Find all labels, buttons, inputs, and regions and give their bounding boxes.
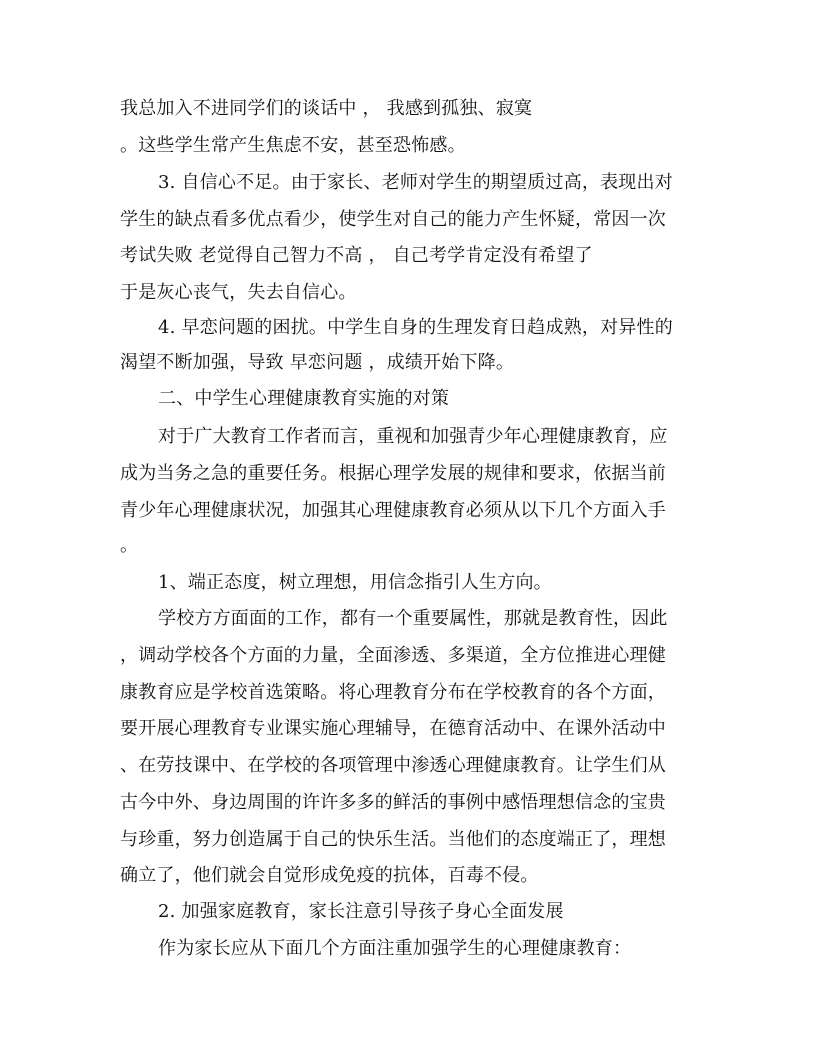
subsection-heading: 1、端正态度，树立理想，用信念指引人生方向。 (158, 572, 552, 593)
text-line: 成为当务之急的重要任务。根据心理学发展的规律和要求，依据当前 (120, 463, 666, 484)
text-line: 作为家长应从下面几个方面注重加强学生的心理健康教育： (158, 938, 632, 959)
text-line: 我总加入不进同学们的谈话中 ， 我感到孤独、寂寞 (120, 98, 533, 119)
text-line: 古今中外、身边周围的许许多多的鲜活的事例中感悟理想信念的宝贵 (120, 792, 666, 813)
text-line: 3. 自信心不足。由于家长、老师对学生的期望质过高，表现出对 (158, 172, 673, 193)
section-heading: 二、中学生心理健康教育实施的对策 (158, 388, 450, 409)
text-line: 青少年心理健康状况，加强其心理健康教育必须从以下几个方面入手 (120, 500, 666, 521)
text-line: 学校方方面面的工作，都有一个重要属性，那就是教育性，因此 (158, 608, 668, 629)
text-line: 4. 早恋问题的困扰。中学生自身的生理发育日趋成熟，对异性的 (158, 317, 673, 338)
text-line: 与珍重，努力创造属于自己的快乐生活。当他们的态度端正了，理想 (120, 829, 666, 850)
text-line: 康教育应是学校首选策略。将心理教育分布在学校教育的各个方面， (120, 682, 666, 703)
text-line: 确立了，他们就会自觉形成免疫的抗体，百毒不侵。 (120, 865, 539, 886)
text-line: 要开展心理教育专业课实施心理辅导，在德育活动中、在课外活动中 (120, 718, 666, 739)
text-line: 学生的缺点看多优点看少，使学生对自己的能力产生怀疑，常因一次 (120, 209, 666, 230)
text-line: 考试失败 老觉得自己智力不高 ， 自己考学肯定没有希望了 (120, 245, 593, 266)
text-line: 。 (120, 535, 139, 556)
text-line: 渴望不断加强，导致 早恋问题 ，成绩开始下降。 (120, 352, 515, 373)
text-line: ，调动学校各个方面的力量，全面渗透、多渠道，全方位推进心理健 (120, 645, 666, 666)
text-line: 对于广大教育工作者而言，重视和加强青少年心理健康教育，应 (158, 426, 668, 447)
text-line: 、在劳技课中、在学校的各项管理中渗透心理健康教育。让学生们从 (120, 755, 666, 776)
subsection-heading: 2. 加强家庭教育，家长注意引导孩子身心全面发展 (158, 901, 564, 922)
text-line: 。这些学生常产生焦虑不安，甚至恐怖感。 (120, 135, 466, 156)
text-line: 于是灰心丧气，失去自信心。 (120, 282, 357, 303)
